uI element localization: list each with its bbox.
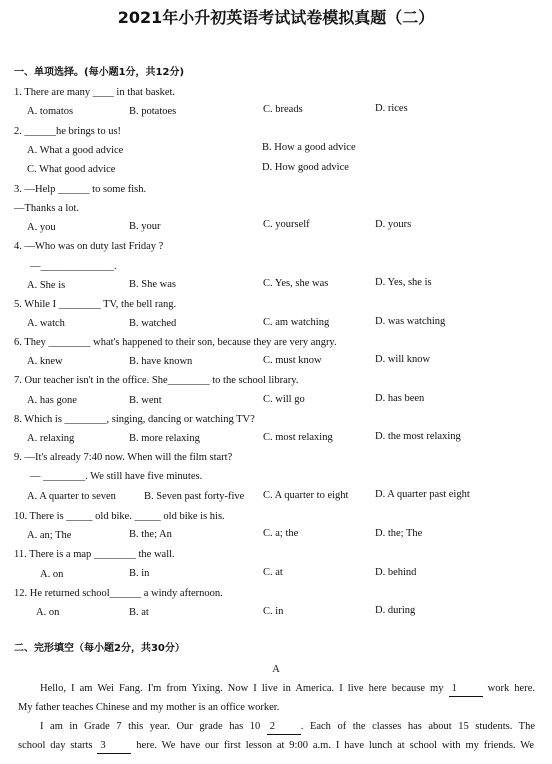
q9-option-d: D. A quarter past eight <box>375 489 470 500</box>
q3-option-b: B. your <box>129 221 161 232</box>
question-1-stem: 1. There are many ____ in that basket. <box>14 87 176 98</box>
question-7-stem: 7. Our teacher isn't in the office. She________ to the school library. <box>14 375 299 386</box>
q2-option-b: B. How a good advice <box>262 142 356 153</box>
blank-1: 1 <box>449 683 483 697</box>
q10-option-b: B. the; An <box>129 529 172 540</box>
passage-line-1-post: work here. <box>482 683 535 694</box>
q5-option-d: D. was watching <box>375 316 446 327</box>
passage-line-4-post: here. We have our first lesson at 9:00 a.m. I have lunch at school with my friends. We <box>131 740 534 751</box>
q4-option-d: D. Yes, she is <box>375 277 432 288</box>
q3-option-d: D. yours <box>375 219 412 230</box>
passage-line-3 <box>40 721 535 735</box>
question-10-stem: 10. There is _____ old bike. _____ old bike is his. <box>14 511 225 522</box>
q11-option-a: A. on <box>40 569 64 580</box>
q4-option-a: A. She is <box>27 280 66 291</box>
q4-option-b: B. She was <box>129 279 176 290</box>
q11-option-c: C. at <box>263 567 283 578</box>
passage-line-4-pre: school day starts <box>18 740 98 751</box>
q5-option-c: C. am watching <box>263 317 330 328</box>
q7-option-a: A. has gone <box>27 395 77 406</box>
q12-option-a: A. on <box>36 607 60 618</box>
q8-option-c: C. most relaxing <box>263 432 333 443</box>
page-title: 2021年小升初英语考试试卷模拟真题（二） <box>117 8 435 27</box>
q6-option-d: D. will know <box>375 354 431 365</box>
q10-option-a: A. an; The <box>27 530 72 541</box>
q7-option-b: B. went <box>129 395 162 406</box>
passage-line-3-post: . Each of the classes has about 15 students. The <box>300 721 535 732</box>
q1-option-c: C. breads <box>263 104 303 115</box>
passage-line-2: My father teaches Chinese and my mother is an office worker. <box>18 702 280 713</box>
q10-option-d: D. the; The <box>375 528 423 539</box>
question-8-stem: 8. Which is ________, singing, dancing or watching TV? <box>14 414 255 425</box>
q2-option-c: C. What good advice <box>27 164 116 175</box>
q12-option-b: B. at <box>129 607 149 618</box>
question-9-stem: 9. —It's already 7:40 now. When will the film start? <box>14 452 233 463</box>
q7-option-d: D. has been <box>375 393 425 404</box>
passage-line-1-pre: Hello, I am Wei Fang. I'm from Yixing. Now I live in America. I live here because my <box>40 683 449 694</box>
question-12-stem: 12. He returned school______ a windy afternoon. <box>14 588 223 599</box>
q10-option-c: C. a; the <box>263 528 299 539</box>
q6-option-c: C. must know <box>263 355 322 366</box>
q9-option-a: A. A quarter to seven <box>27 491 116 502</box>
passage-line-4 <box>18 740 534 754</box>
q11-option-d: D. behind <box>375 567 417 578</box>
q9-option-c: C. A quarter to eight <box>263 490 349 501</box>
q1-option-d: D. rices <box>375 103 408 114</box>
section-heading-2: 二、完形填空（每小题2分，共30分） <box>14 643 185 654</box>
question-4-reply: —______________. <box>30 261 117 272</box>
q6-option-a: A. knew <box>27 356 63 367</box>
q9-option-b: B. Seven past forty-five <box>144 491 245 502</box>
q8-option-a: A. relaxing <box>27 433 75 444</box>
question-5-stem: 5. While I ________ TV, the bell rang. <box>14 299 177 310</box>
question-3-stem: 3. —Help ______ to some fish. <box>14 184 147 195</box>
question-4-stem: 4. —Who was on duty last Friday ? <box>14 241 164 252</box>
question-3-reply: —Thanks a lot. <box>14 203 80 214</box>
passage-line-3-pre: I am in Grade 7 this year. Our grade has 10 <box>40 721 267 732</box>
question-6-stem: 6. They ________ what's happened to their son, because they are very angry. <box>14 337 337 348</box>
q5-option-a: A. watch <box>27 318 65 329</box>
passage-line-1 <box>40 683 535 697</box>
q5-option-b: B. watched <box>129 318 177 329</box>
question-2-stem: 2. ______he brings to us! <box>14 126 122 137</box>
blank-2: 2 <box>267 721 301 735</box>
q12-option-d: D. during <box>375 605 416 616</box>
blank-3: 3 <box>97 740 131 754</box>
q2-option-d: D. How good advice <box>262 162 349 173</box>
q8-option-b: B. more relaxing <box>129 433 200 444</box>
q11-option-b: B. in <box>129 568 150 579</box>
question-9-reply: — ________. We still have five minutes. <box>30 471 203 482</box>
q2-option-a: A. What a good advice <box>27 145 124 156</box>
q8-option-d: D. the most relaxing <box>375 431 461 442</box>
q1-option-a: A. tomatos <box>27 106 74 117</box>
q3-option-a: A. you <box>27 222 56 233</box>
q1-option-b: B. potatoes <box>129 106 177 117</box>
q6-option-b: B. have known <box>129 356 193 367</box>
question-11-stem: 11. There is a map ________ the wall. <box>14 549 175 560</box>
section-heading-1: 一、单项选择。(每小题1分，共12分) <box>14 67 185 78</box>
q7-option-c: C. will go <box>263 394 305 405</box>
q3-option-c: C. yourself <box>263 219 310 230</box>
passage-label: A <box>272 664 280 675</box>
q4-option-c: C. Yes, she was <box>263 278 329 289</box>
q12-option-c: C. in <box>263 606 284 617</box>
